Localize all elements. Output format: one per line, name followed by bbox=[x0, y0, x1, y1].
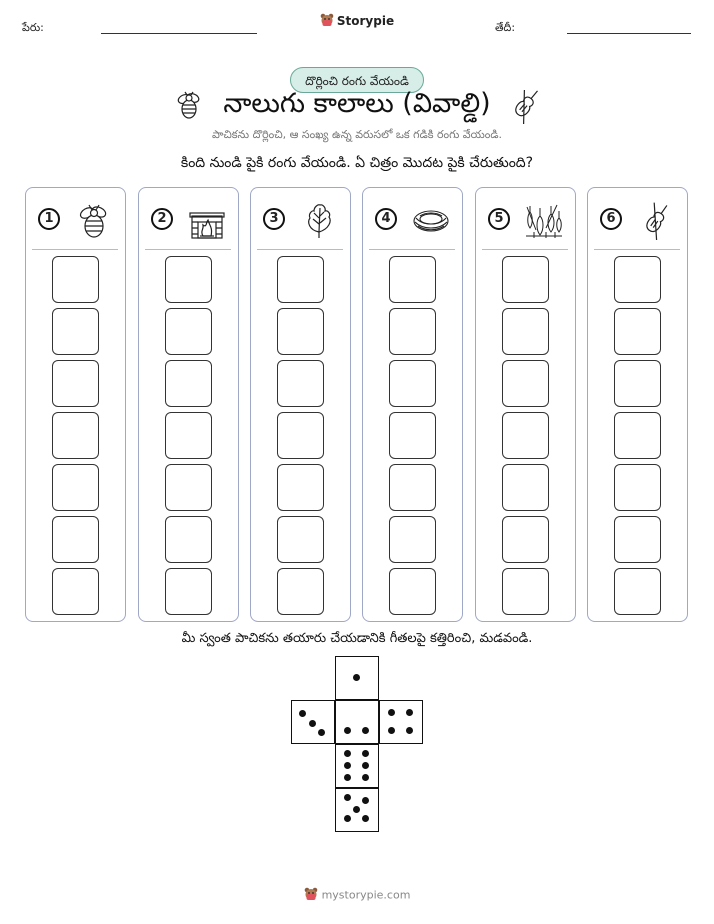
violin-icon bbox=[506, 90, 542, 124]
color-box[interactable] bbox=[165, 360, 212, 407]
die-pip bbox=[344, 794, 351, 801]
color-box[interactable] bbox=[52, 568, 99, 615]
color-box[interactable] bbox=[277, 568, 324, 615]
color-box[interactable] bbox=[52, 412, 99, 459]
color-box[interactable] bbox=[389, 568, 436, 615]
column-4 bbox=[362, 187, 463, 622]
column-number: 1 bbox=[38, 208, 60, 230]
die-pip bbox=[388, 727, 395, 734]
column-number: 3 bbox=[263, 208, 285, 230]
bear-footer-icon bbox=[304, 887, 318, 904]
column-header bbox=[371, 202, 456, 242]
color-box[interactable] bbox=[502, 464, 549, 511]
color-box[interactable] bbox=[277, 256, 324, 303]
die-pip bbox=[353, 674, 360, 681]
footer bbox=[0, 887, 714, 904]
date-line[interactable] bbox=[567, 33, 691, 34]
column-divider bbox=[482, 249, 568, 250]
color-box[interactable] bbox=[52, 464, 99, 511]
color-box[interactable] bbox=[614, 360, 661, 407]
page-title: నాలుగు కాలాలు (వివాల్డి) bbox=[223, 88, 491, 119]
column-number: 4 bbox=[375, 208, 397, 230]
column-number: 5 bbox=[488, 208, 510, 230]
brand-logo bbox=[0, 13, 714, 30]
die-face-right bbox=[379, 700, 423, 744]
color-box[interactable] bbox=[614, 308, 661, 355]
color-box[interactable] bbox=[614, 568, 661, 615]
color-box[interactable] bbox=[389, 256, 436, 303]
orchestra-icon bbox=[524, 202, 564, 240]
nest-icon bbox=[411, 202, 451, 240]
die-pip bbox=[318, 729, 325, 736]
column-1 bbox=[25, 187, 126, 622]
cut-instruction: మీ స్వంత పాచికను తయారు చేయడానికి గీతలపై కత్తిరించి, మడవండి. bbox=[181, 631, 533, 646]
die-pip bbox=[406, 727, 413, 734]
color-box[interactable] bbox=[614, 516, 661, 563]
column-divider bbox=[32, 249, 118, 250]
name-label: పేరు: bbox=[22, 21, 44, 34]
column-number: 2 bbox=[151, 208, 173, 230]
die-pip bbox=[362, 815, 369, 822]
die-pip bbox=[388, 709, 395, 716]
color-box[interactable] bbox=[502, 412, 549, 459]
color-box[interactable] bbox=[52, 308, 99, 355]
color-box[interactable] bbox=[277, 516, 324, 563]
column-5 bbox=[475, 187, 576, 622]
column-divider bbox=[257, 249, 343, 250]
color-box[interactable] bbox=[165, 464, 212, 511]
die-pip bbox=[344, 727, 351, 734]
color-box[interactable] bbox=[165, 308, 212, 355]
bee-icon bbox=[74, 202, 114, 240]
color-box[interactable] bbox=[52, 256, 99, 303]
color-box[interactable] bbox=[165, 412, 212, 459]
color-box[interactable] bbox=[389, 516, 436, 563]
color-box[interactable] bbox=[614, 256, 661, 303]
color-box[interactable] bbox=[165, 256, 212, 303]
color-box[interactable] bbox=[389, 464, 436, 511]
color-box[interactable] bbox=[502, 568, 549, 615]
column-header bbox=[147, 202, 232, 242]
column-header bbox=[484, 202, 569, 242]
die-pip bbox=[344, 762, 351, 769]
die-face-bottom bbox=[335, 788, 379, 832]
color-box[interactable] bbox=[502, 516, 549, 563]
die-pip bbox=[362, 797, 369, 804]
color-box[interactable] bbox=[502, 256, 549, 303]
leaf-icon bbox=[299, 202, 339, 240]
die-pip bbox=[299, 710, 306, 717]
column-6 bbox=[587, 187, 688, 622]
column-divider bbox=[369, 249, 455, 250]
color-box[interactable] bbox=[389, 308, 436, 355]
die-pip bbox=[309, 720, 316, 727]
die-face-center bbox=[335, 700, 379, 744]
color-box[interactable] bbox=[52, 360, 99, 407]
die-pip bbox=[344, 774, 351, 781]
color-box[interactable] bbox=[277, 464, 324, 511]
color-box[interactable] bbox=[502, 360, 549, 407]
brand-name: Storypie bbox=[336, 14, 395, 28]
column-divider bbox=[145, 249, 231, 250]
color-box[interactable] bbox=[277, 308, 324, 355]
bear-logo-icon bbox=[320, 13, 334, 30]
die-pip bbox=[362, 750, 369, 757]
die-face-left bbox=[291, 700, 335, 744]
footer-url: mystorypie.com bbox=[321, 888, 411, 902]
die-face-top bbox=[335, 656, 379, 700]
column-number: 6 bbox=[600, 208, 622, 230]
die-pip bbox=[406, 709, 413, 716]
subtitle: పాచికను దొర్లించి, ఆ సంఖ్య ఉన్న వరుసలో ఒక గడికి రంగు వేయండి. bbox=[212, 128, 502, 141]
color-box[interactable] bbox=[614, 464, 661, 511]
column-3 bbox=[250, 187, 351, 622]
column-divider bbox=[594, 249, 680, 250]
activity-badge: దొర్లించి రంగు వేయండి bbox=[290, 67, 424, 93]
column-header bbox=[596, 202, 681, 242]
die-pip bbox=[353, 806, 360, 813]
die-pip bbox=[362, 774, 369, 781]
color-box[interactable] bbox=[389, 412, 436, 459]
color-box[interactable] bbox=[277, 412, 324, 459]
fireplace-icon bbox=[187, 202, 227, 240]
color-box[interactable] bbox=[277, 360, 324, 407]
color-box[interactable] bbox=[502, 308, 549, 355]
name-line[interactable] bbox=[101, 33, 257, 34]
color-box[interactable] bbox=[389, 360, 436, 407]
column-header bbox=[34, 202, 119, 242]
color-box[interactable] bbox=[165, 568, 212, 615]
die-pip bbox=[344, 750, 351, 757]
color-box[interactable] bbox=[165, 516, 212, 563]
die-pip bbox=[362, 762, 369, 769]
violin-icon bbox=[636, 202, 676, 240]
color-box[interactable] bbox=[614, 412, 661, 459]
column-header bbox=[259, 202, 344, 242]
date-label: తేదీ: bbox=[495, 21, 516, 34]
column-2 bbox=[138, 187, 239, 622]
die-face-lower bbox=[335, 744, 379, 788]
color-box[interactable] bbox=[52, 516, 99, 563]
die-pip bbox=[362, 727, 369, 734]
instruction: కింది నుండి పైకి రంగు వేయండి. ఏ చిత్రం మొదట పైకి చేరుతుంది? bbox=[180, 155, 534, 171]
die-pip bbox=[344, 815, 351, 822]
